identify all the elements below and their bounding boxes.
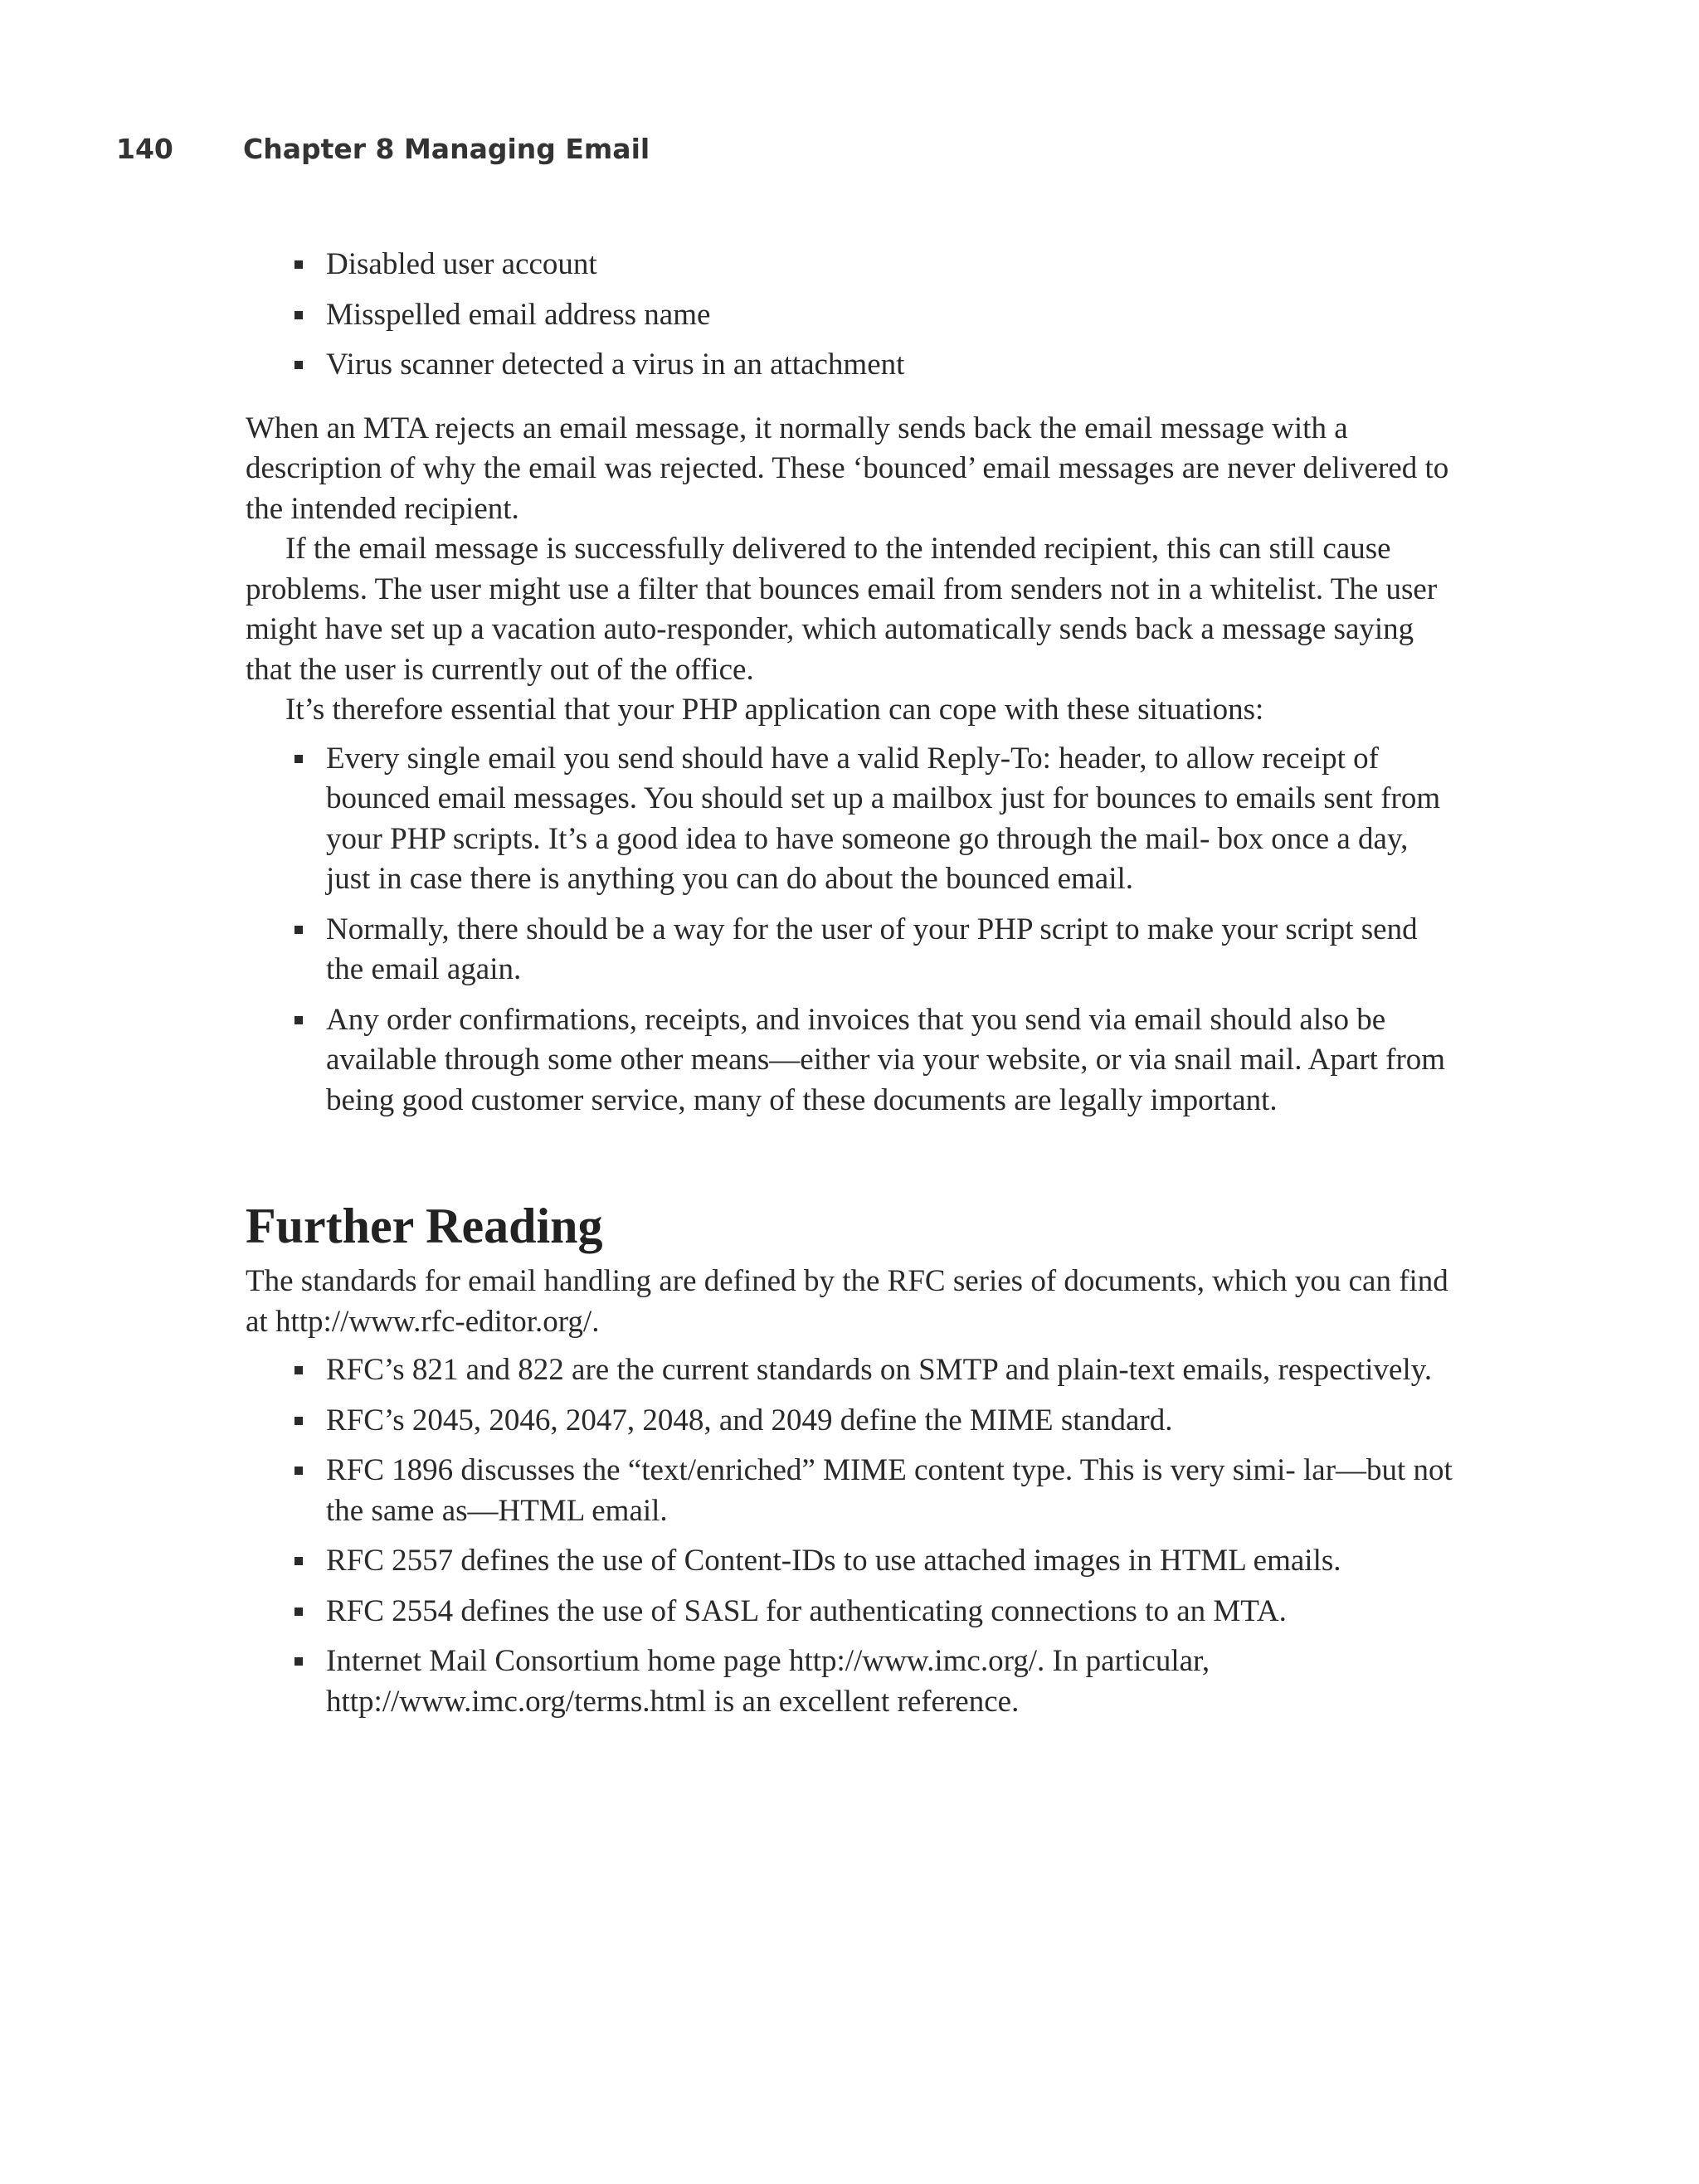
square-bullet-icon — [295, 1657, 303, 1666]
paragraph-mta-rejects: When an MTA rejects an email message, it normally sends back the email message with a description of why the email was rejected. These ‘bounced’ email messages are never delivered to the intended recipient. — [246, 411, 1449, 526]
list-item: RFC 2557 defines the use of Content-IDs to use attached images in HTML emails. — [246, 1541, 1457, 1582]
list-item: Misspelled email address name — [246, 295, 1457, 336]
paragraph-cope-situations: It’s therefore essential that your PHP application can cope with these situations: — [285, 693, 1264, 727]
page-number: 140 — [116, 133, 173, 165]
square-bullet-icon — [295, 1417, 303, 1425]
page-body — [246, 245, 1457, 1732]
section-heading-further-reading: Further Reading — [246, 1199, 603, 1253]
list-item: Any order confirmations, receipts, and invoices that you send via email should also be available through some other means—either via your website, or via snail mail. Apart from being good customer service, many of these documents are legally important. — [246, 1000, 1457, 1121]
square-bullet-icon — [295, 311, 303, 319]
bullet-list-rfcs — [246, 1350, 1457, 1722]
square-bullet-icon — [295, 1557, 303, 1565]
list-item: Virus scanner detected a virus in an attachment — [246, 345, 1457, 386]
chapter-title: Chapter 8 Managing Email — [243, 133, 650, 165]
bullet-list-bounce-reasons — [246, 245, 1457, 386]
list-item: RFC 2554 defines the use of SASL for authenticating connections to an MTA. — [246, 1592, 1457, 1632]
list-item: Every single email you send should have a valid Reply-To: header, to allow receipt of bounced email messages. You should set up a mailbox just for bounces to emails sent from your PHP scripts. It’s a good idea to have someone go through the mail- box once a day, just in case there is anything you can do about the bounced email. — [246, 739, 1457, 900]
list-item: RFC’s 821 and 822 are the current standards on SMTP and plain-text emails, respectively. — [246, 1350, 1457, 1391]
square-bullet-icon — [295, 926, 303, 934]
list-item: Disabled user account — [246, 245, 1457, 285]
square-bullet-icon — [295, 1467, 303, 1475]
list-item: Normally, there should be a way for the user of your PHP script to make your script send the email again. — [246, 910, 1457, 990]
list-item: Internet Mail Consortium home page http://www.imc.org/. In particular, http://www.imc.org/terms.html is an excellent reference. — [246, 1642, 1457, 1722]
square-bullet-icon — [295, 260, 303, 269]
paragraph-further-reading-intro: The standards for email handling are defined by the RFC series of documents, which you can find at http://www.rfc-editor.org/. — [246, 1264, 1448, 1339]
square-bullet-icon — [295, 1016, 303, 1024]
list-item: RFC 1896 discusses the “text/enriched” MIME content type. This is very simi- lar—but not the same as—HTML email. — [246, 1451, 1457, 1531]
list-item: RFC’s 2045, 2046, 2047, 2048, and 2049 define the MIME standard. — [246, 1401, 1457, 1442]
paragraph-delivered-problems: If the email message is successfully delivered to the intended recipient, this can still cause problems. The user might use a filter that bounces email from senders not in a whitelist. The user might have set up a vacation auto-responder, which automatically sends back a message saying that the user is currently out of the office. — [246, 532, 1438, 687]
square-bullet-icon — [295, 1608, 303, 1616]
square-bullet-icon — [295, 361, 303, 369]
bullet-list-coping — [246, 739, 1457, 1121]
square-bullet-icon — [295, 1366, 303, 1374]
square-bullet-icon — [295, 755, 303, 763]
